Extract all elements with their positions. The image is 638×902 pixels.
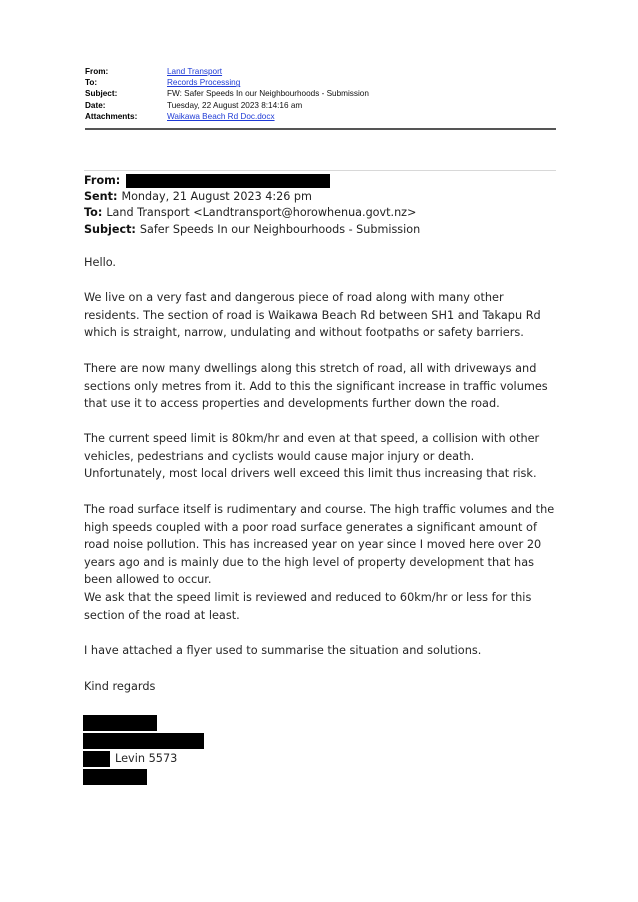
header-date-label: Date:: [85, 100, 106, 110]
forwarded-message: [84, 173, 556, 693]
message-from-row: [84, 173, 556, 189]
body-paragraph: There are now many dwellings along this stretch of road, all with driveways and sections only metres from it. Add to this the significant increase in traffic volumes that use it to access properties and developments further down the road.: [84, 362, 548, 411]
body-paragraph: We live on a very fast and dangerous piece of road along with many other residents. The section of road is Waikawa Beach Rd between SH1 and Takapu Rd which is straight, narrow, undulating and without footpaths or safety barriers.: [84, 291, 541, 340]
header-to-label: To:: [85, 78, 98, 88]
greeting: Hello.: [84, 256, 117, 269]
redacted-sender: [126, 174, 330, 188]
message-to-label: To:: [84, 206, 103, 220]
body-paragraph: We ask that the speed limit is reviewed and reduced to 60km/hr or less for this section of the road at least.: [84, 591, 532, 622]
message-subject-value: Safer Speeds In our Neighbourhoods - Submission: [139, 222, 421, 236]
header-date-row: [85, 100, 557, 111]
attachment-link[interactable]: Waikawa Beach Rd Doc.docx: [167, 111, 275, 121]
body-paragraph: I have attached a flyer used to summarise the situation and solutions.: [84, 644, 482, 657]
body-paragraph: The current speed limit is 80km/hr and even at that speed, a collision with other vehicles, pedestrians and cyclists would cause major injury or death. Unfortunately, most local drivers well exceed this limit thus increasing that risk.: [84, 432, 540, 481]
header-to-row: [85, 77, 557, 88]
header-date-value: Tuesday, 22 August 2023 8:14:16 am: [167, 100, 303, 110]
message-subject-row: [84, 222, 556, 238]
header-to-link[interactable]: Records Processing: [167, 78, 241, 88]
message-divider: [84, 170, 556, 171]
redacted-signature-address: [83, 733, 204, 749]
redacted-signature-name: [83, 715, 157, 731]
header-subject-row: [85, 88, 557, 99]
closing: Kind regards: [84, 680, 156, 693]
message-sent-value: Monday, 21 August 2023 4:26 pm: [121, 190, 312, 204]
message-subject-label: Subject:: [84, 222, 136, 236]
header-from-row: [85, 66, 557, 77]
header-attachments-row: [85, 111, 557, 122]
email-header: [85, 66, 557, 122]
header-divider: [85, 128, 556, 130]
redacted-signature-phone: [83, 769, 147, 785]
message-from-label: From:: [84, 174, 121, 187]
body-paragraph: The road surface itself is rudimentary and course. The high traffic volumes and the high speeds coupled with a poor road surface generates a significant amount of road noise pollution. This has increased year on year since I moved here over 20 years ago and is mainly due to the high level of property development that has been allowed to occur.: [84, 503, 555, 587]
message-sent-row: [84, 189, 556, 205]
message-to-row: [84, 205, 556, 221]
signature-town: Levin 5573: [115, 752, 178, 765]
message-to-value: Land Transport <Landtransport@horowhenua.govt.nz>: [106, 206, 417, 220]
redacted-signature-suburb: [83, 751, 110, 767]
header-from-label: From:: [85, 67, 109, 76]
header-subject-value: FW: Safer Speeds In our Neighbourhoods - Submission: [167, 89, 369, 99]
header-attachments-label: Attachments:: [85, 111, 138, 121]
header-subject-label: Subject:: [85, 89, 118, 99]
message-sent-label: Sent:: [84, 190, 118, 204]
header-from-link[interactable]: Land Transport: [167, 67, 223, 76]
